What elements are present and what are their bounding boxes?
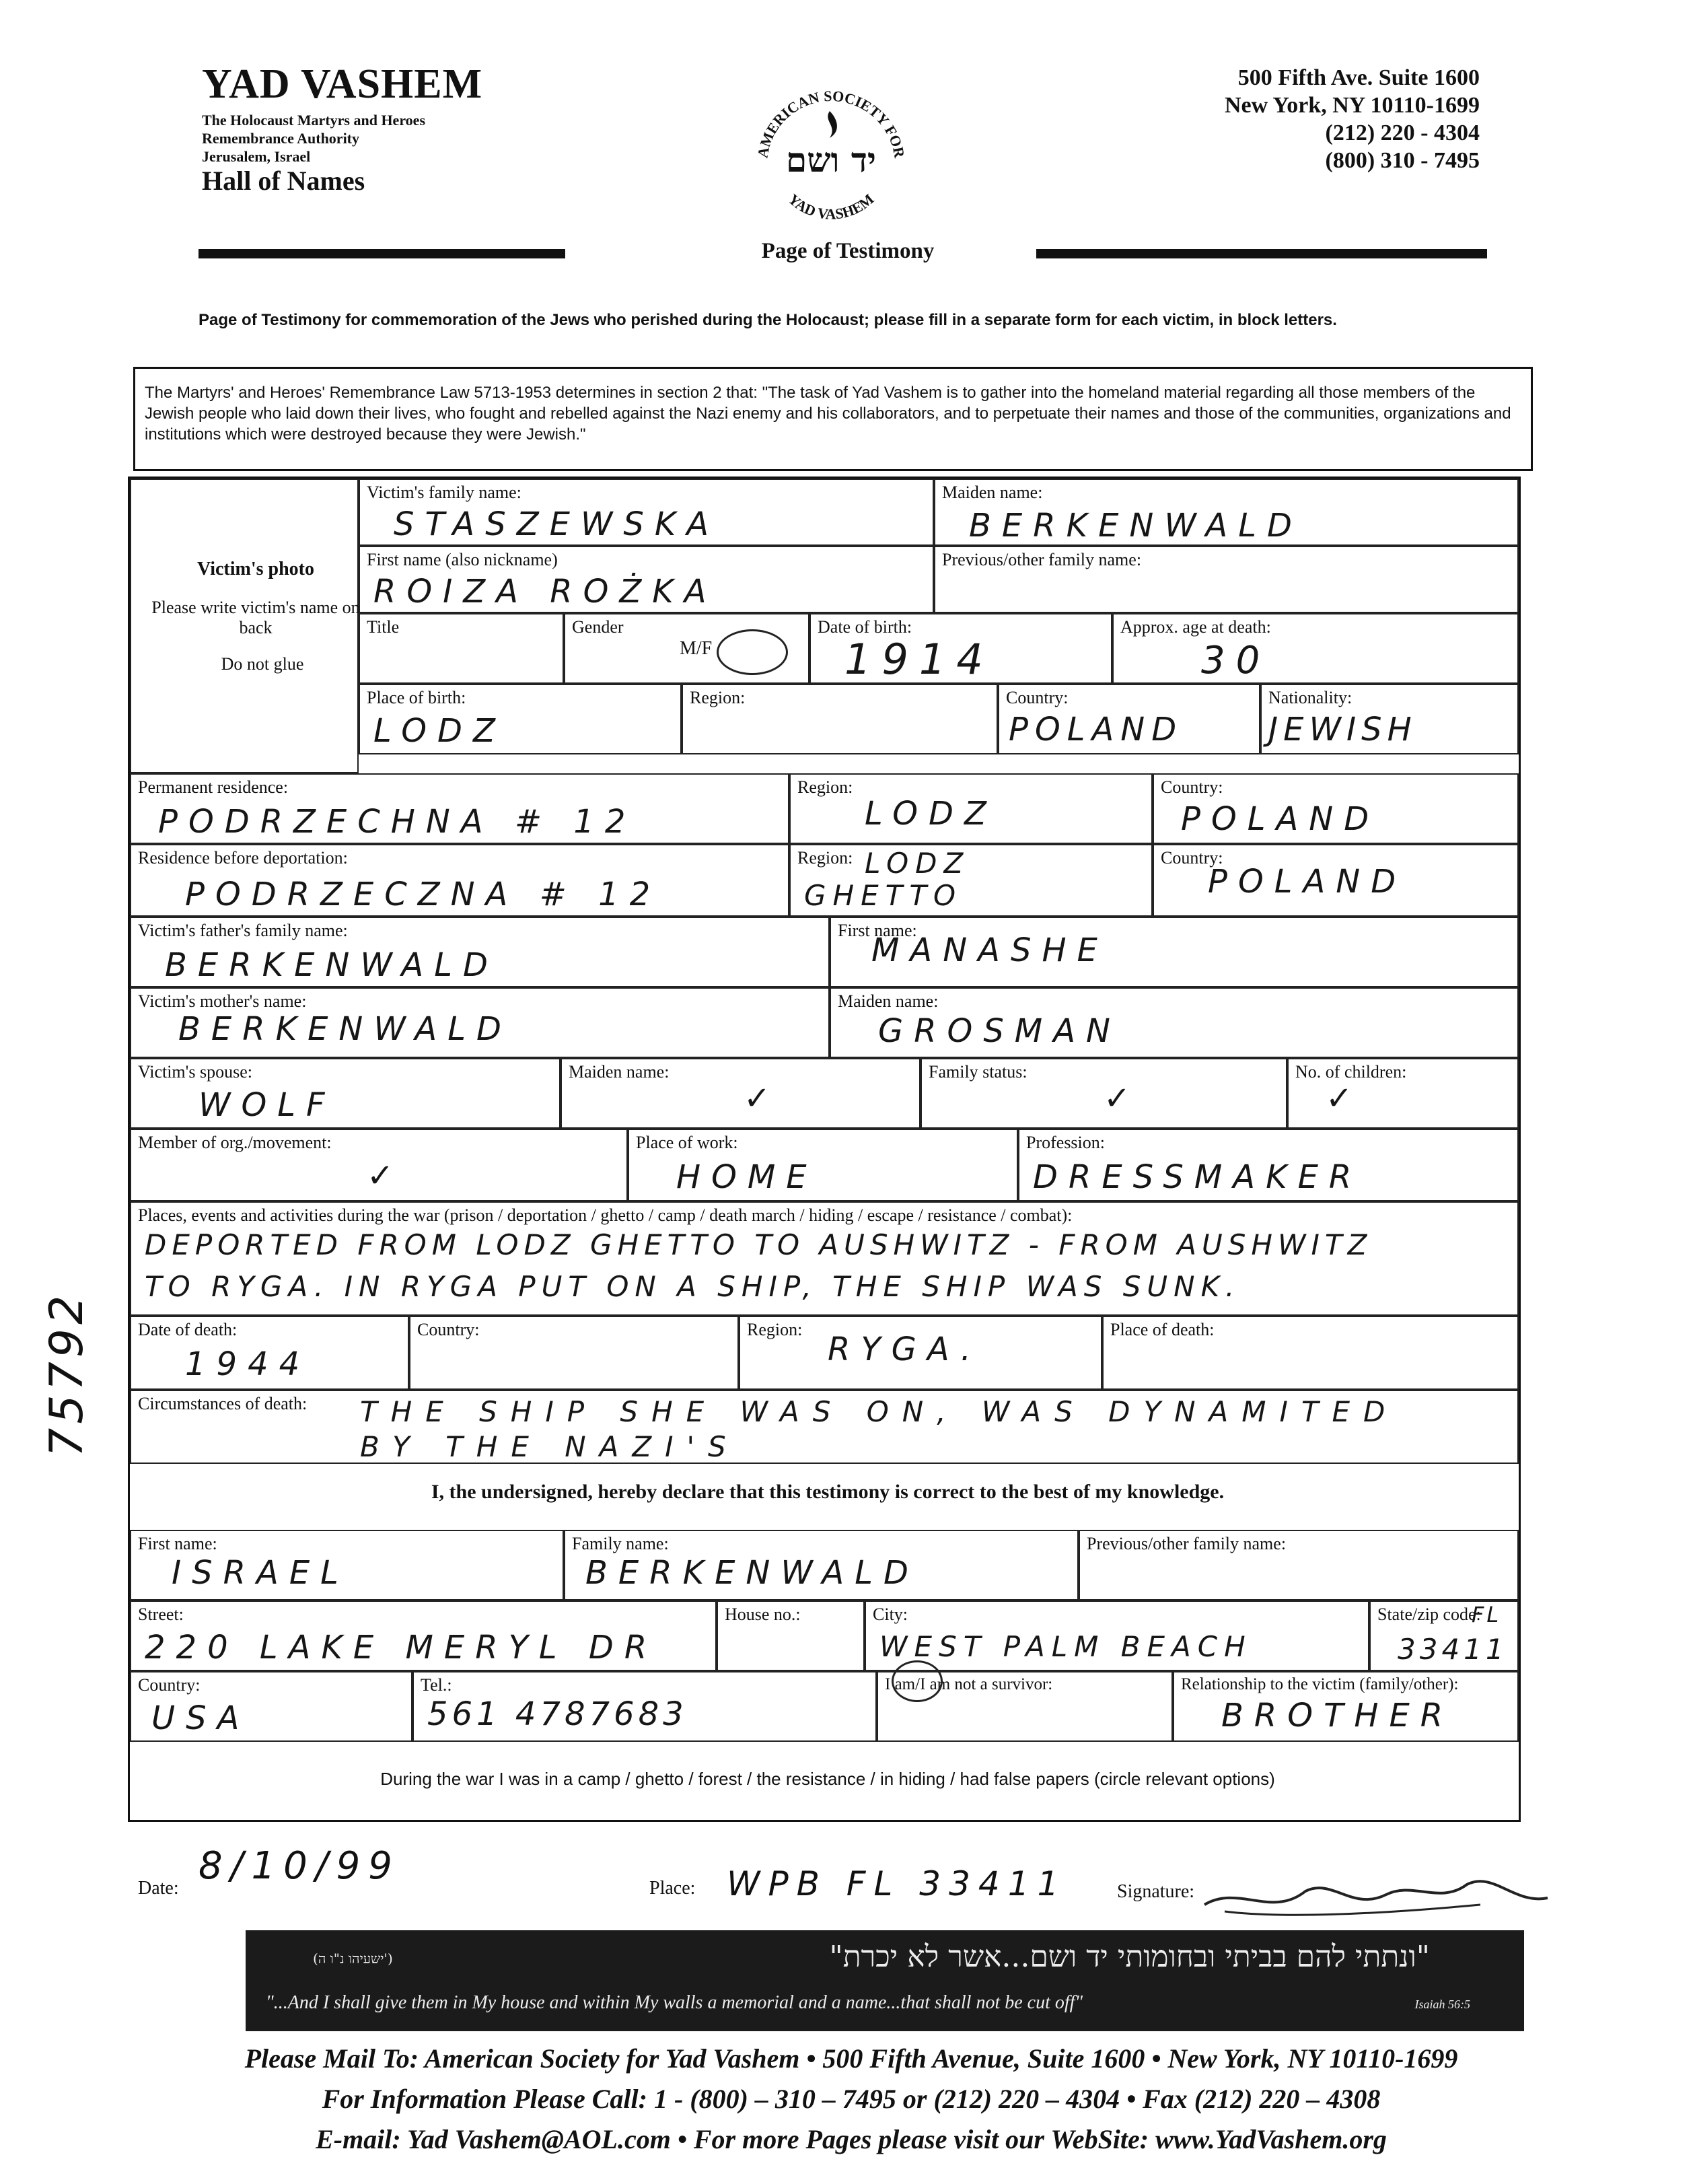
circumstances-line-2: BY THE NAZI'S (360, 1430, 740, 1463)
victim-family-name-field[interactable]: Victim's family name: STASZEWSKA (359, 479, 934, 546)
mail-to-line: Please Mail To: American Society for Yad Vashem • 500 Fifth Avenue, Suite 1600 • New York, NY 10110-1699 (244, 2043, 1458, 2074)
father-family-name-field[interactable]: Victim's father's family name: BERKENWALD (130, 917, 830, 987)
svg-text:YAD VASHEM (785, 190, 877, 223)
circumstances-of-death-field[interactable]: Circumstances of death: THE SHIP SHE WAS ON, WAS DYNAMITED BY THE NAZI'S (130, 1390, 1519, 1464)
submitter-family-value: BERKENWALD (585, 1554, 919, 1592)
date-label: Date: (138, 1878, 179, 1899)
relationship-value: BROTHER (1221, 1697, 1454, 1734)
submitter-country-field[interactable]: Country: USA (130, 1671, 412, 1742)
spouse-value: WOLF (199, 1086, 336, 1124)
dod-value: 1944 (185, 1345, 311, 1383)
victim-family-name-value: STASZEWSKA (394, 505, 720, 543)
perm-region-value: LODZ (865, 795, 997, 833)
org-subtitle: The Holocaust Martyrs and Heroes Remembrance Authority Jerusalem, Israel (202, 112, 426, 165)
logo-text-top: AMERICAN SOCIETY FOR (754, 87, 908, 160)
place-of-death-field[interactable]: Place of death: (1102, 1316, 1519, 1390)
perm-region-field[interactable]: Region: LODZ (789, 773, 1153, 844)
title-field[interactable]: Title (359, 613, 564, 684)
street-field[interactable]: Street: 220 LAKE MERYL DR (130, 1600, 717, 1671)
page-title: Page of Testimony (761, 239, 935, 263)
perm-country-value: POLAND (1181, 800, 1380, 838)
birth-region-field[interactable]: Region: (682, 684, 998, 754)
quote-ref: Isaiah 56:5 (1414, 1998, 1470, 2011)
res-country-value: POLAND (1208, 863, 1407, 901)
mother-maiden-name-field[interactable]: Maiden name: GROSMAN (830, 987, 1519, 1058)
relationship-field[interactable]: Relationship to the victim (family/other): BROTHER (1173, 1671, 1519, 1742)
hebrew-quote-ref: (ישעיהו נ"ו ה') (313, 1950, 393, 1967)
perm-country-field[interactable]: Country: POLAND (1153, 773, 1519, 844)
events-line-1: DEPORTED FROM LODZ GHETTO TO AUSHWITZ - FROM AUSHWITZ (145, 1228, 1373, 1261)
place-of-birth-field[interactable]: Place of birth: LODZ (359, 684, 682, 754)
res-region-value-1: LODZ (865, 847, 970, 880)
submitter-country-value: USA (151, 1699, 250, 1737)
header-rule-left (199, 249, 565, 258)
place-label: Place: (649, 1878, 696, 1899)
wartime-status-options: During the war I was in a camp / ghetto / forest / the resistance / in hiding / had false papers (circle relevant options) (380, 1769, 1275, 1789)
logo-text-bottom: YAD VASHEM (785, 190, 877, 223)
zip-value: 33411 (1398, 1633, 1508, 1666)
victim-first-name-value: ROIZA ROŻKA (373, 573, 717, 610)
age-value: 30 (1201, 639, 1271, 682)
telephone-field[interactable]: Tel.: 561 4787683 (412, 1671, 877, 1742)
hall-of-names: Hall of Names (202, 166, 365, 196)
father-first-value: MANASHE (871, 931, 1108, 969)
org-movement-field[interactable]: Member of org./movement: ✓ (130, 1129, 628, 1201)
number-of-children-field[interactable]: No. of children: ✓ (1287, 1058, 1519, 1129)
permanent-residence-field[interactable]: Permanent residence: PODRZECHNA # 12 (130, 773, 789, 844)
res-before-value: PODRZECZNA # 12 (185, 876, 661, 913)
maiden-name-field[interactable]: Maiden name: BERKENWALD (934, 479, 1519, 546)
hebrew-quote: "ונתתי להם בביתי ובחומותי יד ושם...אשר לא יכרת" (829, 1940, 1430, 1974)
deportation-region-field[interactable]: Region: LODZ GHETTO (789, 844, 1153, 917)
residence-before-deportation-field[interactable]: Residence before deportation: PODRZECZNA # 12 (130, 844, 789, 917)
header-rule-right (1036, 249, 1487, 258)
wartime-events-field[interactable]: Places, events and activities during the war (prison / deportation / ghetto / camp / death march / hiding / escape / resistance / combat): DEPORTED FROM LODZ GHETTO TO AUSHWITZ - FROM AUSHWITZ TO RYGA. IN RYGA PUT ON A SHIP, THE SHIP WAS SUNK. (130, 1201, 1519, 1316)
children-check: ✓ (1326, 1080, 1364, 1117)
submitter-family-name-field[interactable]: Family name: BERKENWALD (564, 1530, 1079, 1600)
death-region-value: RYGA. (828, 1331, 982, 1368)
birth-country-value: POLAND (1009, 711, 1184, 748)
victim-first-name-field[interactable]: First name (also nickname) ROIZA ROŻKA (359, 546, 934, 613)
mother-maiden-value: GROSMAN (878, 1012, 1121, 1050)
flame-icon (828, 111, 837, 138)
city-value: WEST PALM BEACH (879, 1630, 1252, 1663)
signature-scribble[interactable] (1198, 1858, 1575, 1932)
nationality-value: JEWISH (1268, 711, 1417, 748)
place-value[interactable]: WPB FL 33411 (727, 1864, 1067, 1903)
survivor-status-field[interactable]: I am/I am not a survivor: (877, 1671, 1173, 1742)
phone-line: For Information Please Call: 1 - (800) – 310 – 7495 or (212) 220 – 4304 • Fax (212) 220 – 4308 (322, 2084, 1381, 2114)
events-line-2: TO RYGA. IN RYGA PUT ON A SHIP, THE SHIP WAS SUNK. (145, 1270, 1241, 1303)
father-family-value: BERKENWALD (165, 946, 499, 984)
gender-circle (717, 629, 788, 675)
victim-photo-instruction: Please write victim's name on back (151, 598, 360, 637)
res-region-value-2: GHETTO (804, 879, 963, 912)
pob-value: LODZ (373, 712, 506, 750)
submitter-first-name-field[interactable]: First name: ISRAEL (130, 1530, 564, 1600)
org-address: 500 Fifth Ave. Suite 1600 New York, NY 10110-1699 (212) 220 - 4304 (800) 310 - 7495 (1224, 65, 1480, 173)
state-zip-field[interactable]: State/zip code: FL 33411 (1369, 1600, 1519, 1671)
gender-field[interactable]: Gender M/F (564, 613, 809, 684)
age-at-death-field[interactable]: Approx. age at death: 30 (1112, 613, 1519, 684)
intro-text: Page of Testimony for commemoration of the Jews who perished during the Holocaust; please fill in a separate form for each victim, in block letters. (199, 311, 1337, 329)
org-check: ✓ (367, 1157, 405, 1195)
mother-name-value: BERKENWALD (178, 1010, 512, 1048)
american-society-logo (744, 64, 918, 239)
work-value: HOME (676, 1158, 818, 1196)
survivor-circle (892, 1660, 943, 1702)
logo-hebrew: יד ושם (786, 140, 876, 180)
house-number-field[interactable]: House no.: (717, 1600, 865, 1671)
date-value[interactable]: 8/10/99 (199, 1844, 400, 1888)
street-value: 220 LAKE MERYL DR (145, 1629, 658, 1666)
submitter-previous-name-field[interactable]: Previous/other family name: (1079, 1530, 1519, 1600)
perm-res-value: PODRZECHNA # 12 (158, 803, 637, 841)
family-status-check: ✓ (1104, 1080, 1142, 1117)
birth-country-field[interactable]: Country: POLAND (998, 684, 1260, 754)
signature-label: Signature: (1117, 1881, 1195, 1902)
family-status-field[interactable]: Family status: ✓ (921, 1058, 1287, 1129)
testimony-form (128, 477, 1521, 1822)
org-title: YAD VASHEM (202, 61, 483, 107)
mother-name-field[interactable]: Victim's mother's name: BERKENWALD (130, 987, 830, 1058)
email-web-line: E-mail: Yad Vashem@AOL.com • For more Pages please visit our WebSite: www.YadVashem.org (316, 2124, 1387, 2154)
death-region-field[interactable]: Region: RYGA. (739, 1316, 1102, 1390)
spouse-maiden-check: ✓ (744, 1080, 782, 1117)
date-of-death-field[interactable]: Date of death: 1944 (130, 1316, 409, 1390)
previous-family-name-field[interactable]: Previous/other family name: (934, 546, 1519, 613)
victim-photo-title: Victim's photo (197, 559, 314, 579)
nationality-field[interactable]: Nationality: JEWISH (1260, 684, 1519, 754)
date-of-birth-field[interactable]: Date of birth: 1914 (809, 613, 1112, 684)
deportation-country-field[interactable]: Country: POLAND (1153, 844, 1519, 917)
declaration: I, the undersigned, hereby declare that this testimony is correct to the best of my knowledge. (431, 1481, 1225, 1503)
telephone-value: 561 4787683 (427, 1695, 688, 1733)
profession-value: DRESSMAKER (1033, 1158, 1363, 1196)
submitter-first-value: ISRAEL (172, 1554, 349, 1592)
law-box: The Martyrs' and Heroes' Remembrance Law 5713-1953 determines in section 2 that: "The task of Yad Vashem is to gather into the homeland material regarding all those members of the Jewish people who laid down their lives, who fought and rebelled against the Nazi enemy and his collaborators, and to perpetuate their names and those of the communities, organizations and institutions which were destroyed because they were Jewish." (133, 367, 1533, 471)
father-first-name-field[interactable]: First name: MANASHE (830, 917, 1519, 987)
circumstances-line-1: THE SHIP SHE WAS ON, WAS DYNAMITED (360, 1395, 1399, 1428)
death-country-field[interactable]: Country: (409, 1316, 739, 1390)
profession-field[interactable]: Profession: DRESSMAKER (1018, 1129, 1519, 1201)
city-field[interactable]: City: WEST PALM BEACH (865, 1600, 1369, 1671)
dob-value: 1914 (844, 635, 994, 684)
spouse-maiden-name-field[interactable]: Maiden name: ✓ (561, 1058, 921, 1129)
state-value: FL (1472, 1602, 1502, 1627)
isaiah-quote-banner (246, 1930, 1524, 2031)
spouse-field[interactable]: Victim's spouse: WOLF (130, 1058, 561, 1129)
english-quote: "...And I shall give them in My house and within My walls a memorial and a name...that shall not be cut off" (266, 1992, 1083, 2013)
side-reference-number: 75792 (40, 1291, 94, 1457)
victim-photo-note: Do not glue (221, 654, 304, 674)
maiden-name-value: BERKENWALD (969, 507, 1303, 544)
place-of-work-field[interactable]: Place of work: HOME (628, 1129, 1018, 1201)
